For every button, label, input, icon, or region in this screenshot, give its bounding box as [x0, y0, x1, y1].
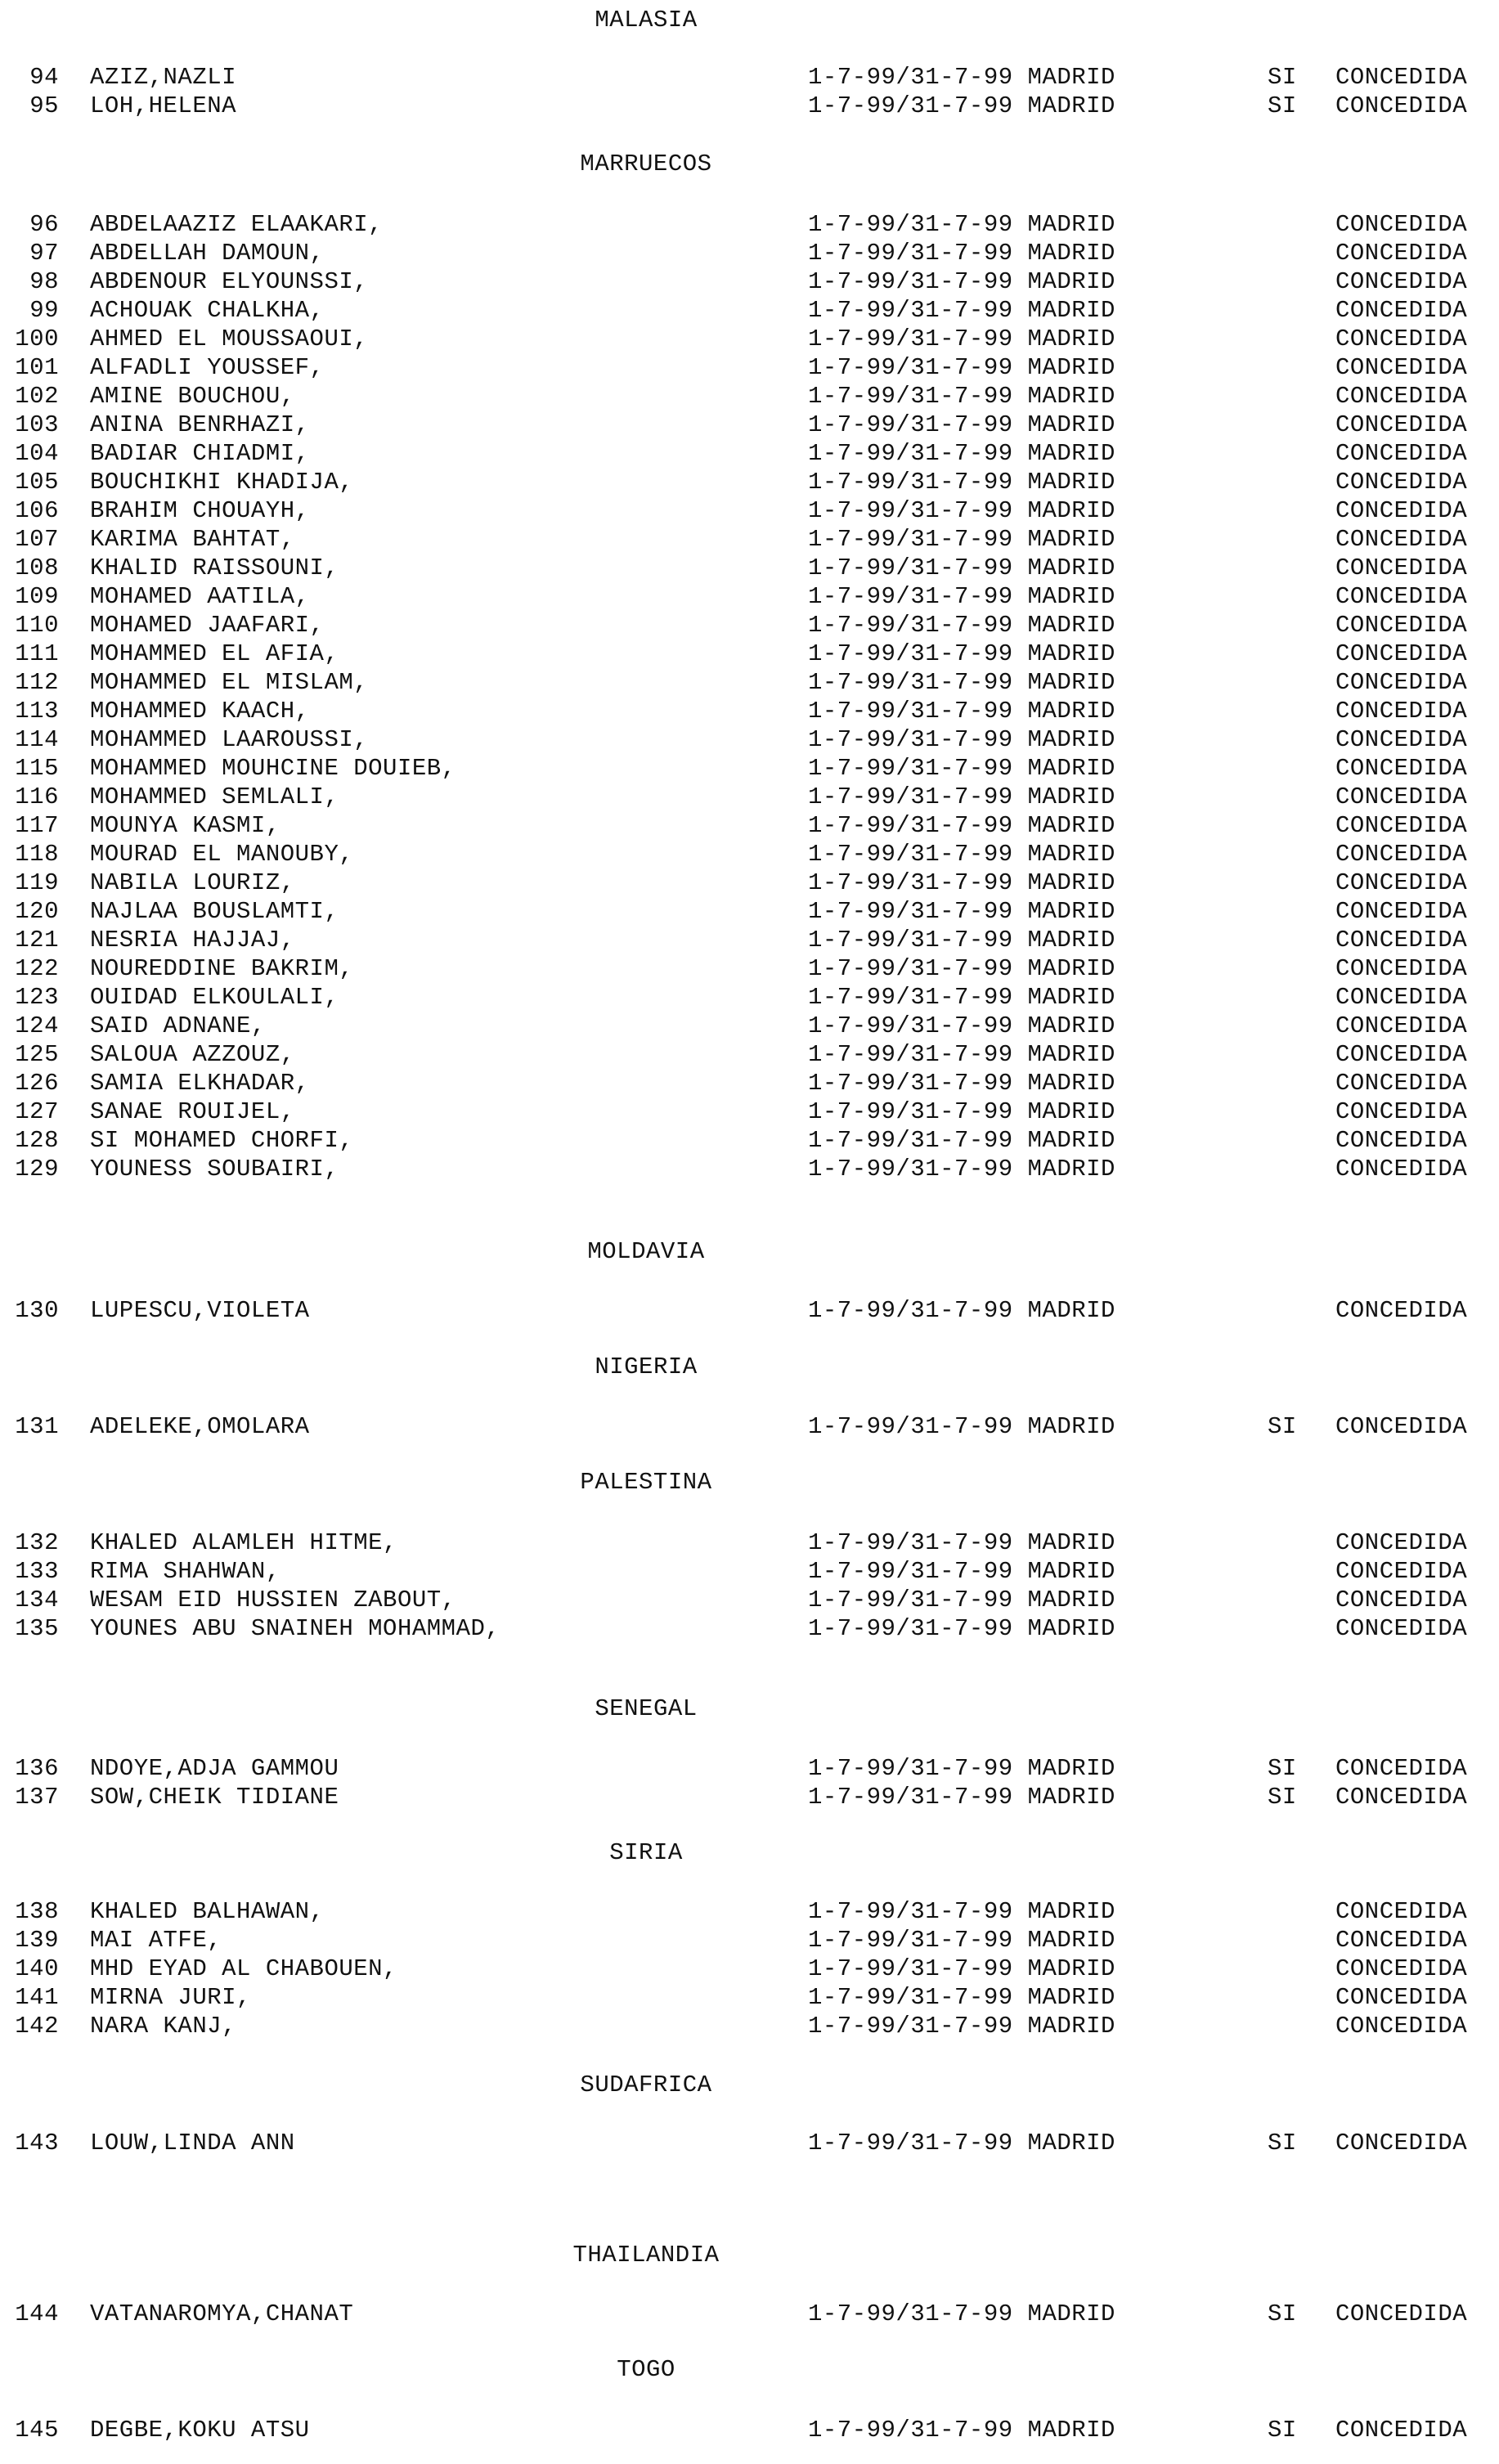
entry-number: 136	[15, 1755, 59, 1782]
entry-number: 139	[15, 1927, 59, 1954]
table-row	[0, 1615, 1499, 1645]
entry-number: 124	[15, 1012, 59, 1039]
status-value: CONCEDIDA	[1335, 755, 1468, 782]
entry-number: 143	[15, 2130, 59, 2157]
table-row	[0, 2300, 1499, 2330]
status-value: CONCEDIDA	[1335, 1955, 1468, 1982]
applicant-name: ADELEKE,OMOLARA	[90, 1413, 310, 1440]
table-row	[0, 669, 1499, 698]
period-place: 1-7-99/31-7-99 MADRID	[808, 1984, 1115, 2011]
table-row	[0, 1984, 1499, 2013]
table-row	[0, 583, 1499, 613]
period-place: 1-7-99/31-7-99 MADRID	[808, 240, 1115, 267]
period-place: 1-7-99/31-7-99 MADRID	[808, 783, 1115, 810]
applicant-name: NABILA LOURIZ,	[90, 869, 295, 896]
entry-number: 126	[15, 1070, 59, 1097]
entry-number: 141	[15, 1984, 59, 2011]
entry-number: 135	[15, 1615, 59, 1642]
table-row	[0, 841, 1499, 870]
period-place: 1-7-99/31-7-99 MADRID	[808, 1587, 1115, 1613]
period-place: 1-7-99/31-7-99 MADRID	[808, 841, 1115, 868]
applicant-name: OUIDAD ELKOULALI,	[90, 984, 339, 1011]
status-value: CONCEDIDA	[1335, 1098, 1468, 1125]
status-value: CONCEDIDA	[1335, 841, 1468, 868]
status-value: CONCEDIDA	[1335, 1413, 1468, 1440]
entry-number: 99	[29, 297, 59, 324]
status-value: CONCEDIDA	[1335, 1529, 1468, 1556]
entry-number: 94	[29, 64, 59, 91]
status-value: CONCEDIDA	[1335, 1156, 1468, 1183]
period-place: 1-7-99/31-7-99 MADRID	[808, 812, 1115, 839]
status-value: CONCEDIDA	[1335, 1927, 1468, 1954]
period-place: 1-7-99/31-7-99 MADRID	[808, 698, 1115, 725]
period-place: 1-7-99/31-7-99 MADRID	[808, 297, 1115, 324]
table-row	[0, 2417, 1499, 2446]
applicant-name: MOHAMMED LAAROUSSI,	[90, 726, 369, 753]
entry-number: 119	[15, 869, 59, 896]
status-value: CONCEDIDA	[1335, 984, 1468, 1011]
status-value: CONCEDIDA	[1335, 2417, 1468, 2444]
status-value: CONCEDIDA	[1335, 898, 1468, 925]
subsidy-flag: SI	[1268, 2300, 1297, 2327]
country-heading: MOLDAVIA	[587, 1238, 705, 1265]
applicant-name: MOHAMMED KAACH,	[90, 698, 310, 725]
applicant-name: KARIMA BAHTAT,	[90, 526, 295, 553]
applicant-name: SAID ADNANE,	[90, 1012, 266, 1039]
period-place: 1-7-99/31-7-99 MADRID	[808, 1070, 1115, 1097]
entry-number: 117	[15, 812, 59, 839]
table-row	[0, 1070, 1499, 1099]
applicant-name: ABDELLAH DAMOUN,	[90, 240, 325, 267]
table-row	[0, 1529, 1499, 1559]
applicant-name: MHD EYAD AL CHABOUEN,	[90, 1955, 397, 1982]
entry-number: 122	[15, 955, 59, 982]
applicant-name: MOHAMMED SEMLALI,	[90, 783, 339, 810]
applicant-name: ALFADLI YOUSSEF,	[90, 354, 325, 381]
status-value: CONCEDIDA	[1335, 1127, 1468, 1154]
period-place: 1-7-99/31-7-99 MADRID	[808, 612, 1115, 639]
table-row	[0, 240, 1499, 269]
period-place: 1-7-99/31-7-99 MADRID	[808, 497, 1115, 524]
entry-number: 138	[15, 1898, 59, 1925]
entry-number: 121	[15, 927, 59, 954]
table-row	[0, 640, 1499, 670]
entry-number: 96	[29, 211, 59, 238]
entry-number: 130	[15, 1297, 59, 1324]
table-row	[0, 211, 1499, 240]
applicant-name: KHALED BALHAWAN,	[90, 1898, 325, 1925]
entry-number: 123	[15, 984, 59, 1011]
period-place: 1-7-99/31-7-99 MADRID	[808, 469, 1115, 496]
table-row	[0, 497, 1499, 527]
table-row	[0, 1955, 1499, 1985]
table-row	[0, 411, 1499, 441]
entry-number: 108	[15, 554, 59, 581]
status-value: CONCEDIDA	[1335, 268, 1468, 295]
table-row	[0, 755, 1499, 784]
entry-number: 129	[15, 1156, 59, 1183]
status-value: CONCEDIDA	[1335, 64, 1468, 91]
table-row	[0, 726, 1499, 756]
table-row	[0, 1558, 1499, 1587]
table-row	[0, 268, 1499, 298]
entry-number: 114	[15, 726, 59, 753]
table-row	[0, 92, 1499, 122]
period-place: 1-7-99/31-7-99 MADRID	[808, 640, 1115, 667]
table-row	[0, 1898, 1499, 1928]
period-place: 1-7-99/31-7-99 MADRID	[808, 1127, 1115, 1154]
table-row	[0, 783, 1499, 813]
country-heading: TOGO	[617, 2356, 675, 2383]
status-value: CONCEDIDA	[1335, 927, 1468, 954]
period-place: 1-7-99/31-7-99 MADRID	[808, 1529, 1115, 1556]
period-place: 1-7-99/31-7-99 MADRID	[808, 583, 1115, 610]
status-value: CONCEDIDA	[1335, 411, 1468, 438]
status-value: CONCEDIDA	[1335, 1297, 1468, 1324]
entry-number: 104	[15, 440, 59, 467]
entry-number: 103	[15, 411, 59, 438]
period-place: 1-7-99/31-7-99 MADRID	[808, 1041, 1115, 1068]
status-value: CONCEDIDA	[1335, 1755, 1468, 1782]
table-row	[0, 1012, 1499, 1042]
applicant-name: MOHAMMED EL MISLAM,	[90, 669, 369, 696]
status-value: CONCEDIDA	[1335, 783, 1468, 810]
entry-number: 98	[29, 268, 59, 295]
status-value: CONCEDIDA	[1335, 297, 1468, 324]
period-place: 1-7-99/31-7-99 MADRID	[808, 211, 1115, 238]
period-place: 1-7-99/31-7-99 MADRID	[808, 1955, 1115, 1982]
table-row	[0, 2013, 1499, 2042]
applicant-name: SAMIA ELKHADAR,	[90, 1070, 310, 1097]
period-place: 1-7-99/31-7-99 MADRID	[808, 1297, 1115, 1324]
applicant-name: MOHAMMED EL AFIA,	[90, 640, 339, 667]
table-row	[0, 554, 1499, 584]
table-row	[0, 1755, 1499, 1784]
period-place: 1-7-99/31-7-99 MADRID	[808, 1156, 1115, 1183]
applicant-name: KHALID RAISSOUNI,	[90, 554, 339, 581]
applicant-name: ANINA BENRHAZI,	[90, 411, 310, 438]
entry-number: 118	[15, 841, 59, 868]
entry-number: 125	[15, 1041, 59, 1068]
period-place: 1-7-99/31-7-99 MADRID	[808, 726, 1115, 753]
status-value: CONCEDIDA	[1335, 640, 1468, 667]
status-value: CONCEDIDA	[1335, 669, 1468, 696]
status-value: CONCEDIDA	[1335, 1984, 1468, 2011]
country-heading: SIRIA	[609, 1839, 683, 1866]
period-place: 1-7-99/31-7-99 MADRID	[808, 440, 1115, 467]
status-value: CONCEDIDA	[1335, 469, 1468, 496]
table-row	[0, 984, 1499, 1013]
period-place: 1-7-99/31-7-99 MADRID	[808, 869, 1115, 896]
table-row	[0, 2130, 1499, 2159]
period-place: 1-7-99/31-7-99 MADRID	[808, 2417, 1115, 2444]
status-value: CONCEDIDA	[1335, 211, 1468, 238]
table-row	[0, 698, 1499, 727]
period-place: 1-7-99/31-7-99 MADRID	[808, 984, 1115, 1011]
subsidy-flag: SI	[1268, 1413, 1297, 1440]
entry-number: 145	[15, 2417, 59, 2444]
period-place: 1-7-99/31-7-99 MADRID	[808, 927, 1115, 954]
status-value: CONCEDIDA	[1335, 1558, 1468, 1585]
applicant-name: NDOYE,ADJA GAMMOU	[90, 1755, 339, 1782]
applicant-name: MOHAMED AATILA,	[90, 583, 310, 610]
entry-number: 107	[15, 526, 59, 553]
applicant-name: MOHAMED JAAFARI,	[90, 612, 325, 639]
period-place: 1-7-99/31-7-99 MADRID	[808, 554, 1115, 581]
table-row	[0, 325, 1499, 355]
status-value: CONCEDIDA	[1335, 1784, 1468, 1811]
applicant-name: AZIZ,NAZLI	[90, 64, 237, 91]
table-row	[0, 955, 1499, 985]
country-heading: MARRUECOS	[580, 150, 712, 177]
period-place: 1-7-99/31-7-99 MADRID	[808, 1012, 1115, 1039]
applicant-name: MOUNYA KASMI,	[90, 812, 281, 839]
applicant-name: RIMA SHAHWAN,	[90, 1558, 281, 1585]
table-row	[0, 1927, 1499, 1956]
entry-number: 116	[15, 783, 59, 810]
period-place: 1-7-99/31-7-99 MADRID	[808, 1413, 1115, 1440]
period-place: 1-7-99/31-7-99 MADRID	[808, 383, 1115, 410]
period-place: 1-7-99/31-7-99 MADRID	[808, 1927, 1115, 1954]
status-value: CONCEDIDA	[1335, 955, 1468, 982]
applicant-name: SI MOHAMED CHORFI,	[90, 1127, 354, 1154]
entry-number: 109	[15, 583, 59, 610]
period-place: 1-7-99/31-7-99 MADRID	[808, 1615, 1115, 1642]
applicant-name: MOHAMMED MOUHCINE DOUIEB,	[90, 755, 456, 782]
entry-number: 134	[15, 1587, 59, 1613]
table-row	[0, 898, 1499, 927]
country-heading: PALESTINA	[580, 1469, 712, 1496]
status-value: CONCEDIDA	[1335, 497, 1468, 524]
status-value: CONCEDIDA	[1335, 92, 1468, 119]
country-heading: MALASIA	[595, 7, 698, 34]
applicant-name: LUPESCU,VIOLETA	[90, 1297, 310, 1324]
period-place: 1-7-99/31-7-99 MADRID	[808, 92, 1115, 119]
applicant-name: MOURAD EL MANOUBY,	[90, 841, 354, 868]
table-row	[0, 297, 1499, 326]
entry-number: 133	[15, 1558, 59, 1585]
status-value: CONCEDIDA	[1335, 1012, 1468, 1039]
status-value: CONCEDIDA	[1335, 812, 1468, 839]
table-row	[0, 1127, 1499, 1156]
table-row	[0, 354, 1499, 384]
applicant-name: BOUCHIKHI KHADIJA,	[90, 469, 354, 496]
status-value: CONCEDIDA	[1335, 554, 1468, 581]
applicant-name: NESRIA HAJJAJ,	[90, 927, 295, 954]
status-value: CONCEDIDA	[1335, 1041, 1468, 1068]
entry-number: 113	[15, 698, 59, 725]
status-value: CONCEDIDA	[1335, 612, 1468, 639]
subsidy-flag: SI	[1268, 2130, 1297, 2157]
status-value: CONCEDIDA	[1335, 1898, 1468, 1925]
entry-number: 100	[15, 325, 59, 352]
table-row	[0, 812, 1499, 842]
applicant-name: DEGBE,KOKU ATSU	[90, 2417, 310, 2444]
entry-number: 97	[29, 240, 59, 267]
applicant-name: SOW,CHEIK TIDIANE	[90, 1784, 339, 1811]
country-heading: NIGERIA	[595, 1353, 698, 1380]
table-row	[0, 1297, 1499, 1326]
applicant-name: NARA KANJ,	[90, 2013, 237, 2040]
table-row	[0, 383, 1499, 412]
period-place: 1-7-99/31-7-99 MADRID	[808, 755, 1115, 782]
applicant-name: BRAHIM CHOUAYH,	[90, 497, 310, 524]
period-place: 1-7-99/31-7-99 MADRID	[808, 2300, 1115, 2327]
applicant-name: AMINE BOUCHOU,	[90, 383, 295, 410]
table-row	[0, 526, 1499, 555]
period-place: 1-7-99/31-7-99 MADRID	[808, 64, 1115, 91]
period-place: 1-7-99/31-7-99 MADRID	[808, 2130, 1115, 2157]
status-value: CONCEDIDA	[1335, 383, 1468, 410]
entry-number: 112	[15, 669, 59, 696]
period-place: 1-7-99/31-7-99 MADRID	[808, 1098, 1115, 1125]
status-value: CONCEDIDA	[1335, 325, 1468, 352]
entry-number: 127	[15, 1098, 59, 1125]
applicant-name: AHMED EL MOUSSAOUI,	[90, 325, 369, 352]
period-place: 1-7-99/31-7-99 MADRID	[808, 669, 1115, 696]
status-value: CONCEDIDA	[1335, 869, 1468, 896]
entry-number: 128	[15, 1127, 59, 1154]
applicant-name: WESAM EID HUSSIEN ZABOUT,	[90, 1587, 456, 1613]
applicant-name: MIRNA JURI,	[90, 1984, 251, 2011]
entry-number: 106	[15, 497, 59, 524]
table-row	[0, 927, 1499, 956]
period-place: 1-7-99/31-7-99 MADRID	[808, 526, 1115, 553]
period-place: 1-7-99/31-7-99 MADRID	[808, 1784, 1115, 1811]
status-value: CONCEDIDA	[1335, 1615, 1468, 1642]
entry-number: 132	[15, 1529, 59, 1556]
status-value: CONCEDIDA	[1335, 698, 1468, 725]
applicant-name: SANAE ROUIJEL,	[90, 1098, 295, 1125]
entry-number: 120	[15, 898, 59, 925]
applicant-name: LOH,HELENA	[90, 92, 237, 119]
applicant-name: ABDELAAZIZ ELAAKARI,	[90, 211, 384, 238]
status-value: CONCEDIDA	[1335, 583, 1468, 610]
applicant-name: ACHOUAK CHALKHA,	[90, 297, 325, 324]
table-row	[0, 1413, 1499, 1443]
entry-number: 111	[15, 640, 59, 667]
period-place: 1-7-99/31-7-99 MADRID	[808, 898, 1115, 925]
period-place: 1-7-99/31-7-99 MADRID	[808, 1755, 1115, 1782]
table-row	[0, 1587, 1499, 1616]
period-place: 1-7-99/31-7-99 MADRID	[808, 955, 1115, 982]
period-place: 1-7-99/31-7-99 MADRID	[808, 1898, 1115, 1925]
country-heading: THAILANDIA	[572, 2242, 720, 2269]
table-row	[0, 612, 1499, 641]
entry-number: 110	[15, 612, 59, 639]
applicant-name: NOUREDDINE BAKRIM,	[90, 955, 354, 982]
entry-number: 144	[15, 2300, 59, 2327]
period-place: 1-7-99/31-7-99 MADRID	[808, 325, 1115, 352]
status-value: CONCEDIDA	[1335, 354, 1468, 381]
period-place: 1-7-99/31-7-99 MADRID	[808, 354, 1115, 381]
applicant-name: YOUNES ABU SNAINEH MOHAMMAD,	[90, 1615, 500, 1642]
applicant-name: SALOUA AZZOUZ,	[90, 1041, 295, 1068]
entry-number: 95	[29, 92, 59, 119]
period-place: 1-7-99/31-7-99 MADRID	[808, 1558, 1115, 1585]
table-row	[0, 869, 1499, 899]
subsidy-flag: SI	[1268, 92, 1297, 119]
subsidy-flag: SI	[1268, 2417, 1297, 2444]
status-value: CONCEDIDA	[1335, 2300, 1468, 2327]
country-heading: SUDAFRICA	[580, 2071, 712, 2098]
status-value: CONCEDIDA	[1335, 1070, 1468, 1097]
country-heading: SENEGAL	[595, 1695, 698, 1722]
applicant-name: LOUW,LINDA ANN	[90, 2130, 295, 2157]
status-value: CONCEDIDA	[1335, 526, 1468, 553]
applicant-name: MAI ATFE,	[90, 1927, 222, 1954]
table-row	[0, 440, 1499, 469]
entry-number: 131	[15, 1413, 59, 1440]
subsidy-flag: SI	[1268, 1755, 1297, 1782]
status-value: CONCEDIDA	[1335, 1587, 1468, 1613]
status-value: CONCEDIDA	[1335, 726, 1468, 753]
status-value: CONCEDIDA	[1335, 240, 1468, 267]
status-value: CONCEDIDA	[1335, 2130, 1468, 2157]
status-value: CONCEDIDA	[1335, 2013, 1468, 2040]
applicant-name: BADIAR CHIADMI,	[90, 440, 310, 467]
subsidy-flag: SI	[1268, 64, 1297, 91]
entry-number: 115	[15, 755, 59, 782]
status-value: CONCEDIDA	[1335, 440, 1468, 467]
entry-number: 102	[15, 383, 59, 410]
applicant-name: ABDENOUR ELYOUNSSI,	[90, 268, 369, 295]
entry-number: 105	[15, 469, 59, 496]
table-row	[0, 1098, 1499, 1128]
applicant-name: VATANAROMYA,CHANAT	[90, 2300, 354, 2327]
applicant-name: KHALED ALAMLEH HITME,	[90, 1529, 397, 1556]
entry-number: 101	[15, 354, 59, 381]
applicant-name: YOUNESS SOUBAIRI,	[90, 1156, 339, 1183]
table-row	[0, 1784, 1499, 1813]
period-place: 1-7-99/31-7-99 MADRID	[808, 2013, 1115, 2040]
table-row	[0, 64, 1499, 93]
table-row	[0, 1156, 1499, 1185]
entry-number: 137	[15, 1784, 59, 1811]
applicant-name: NAJLAA BOUSLAMTI,	[90, 898, 339, 925]
period-place: 1-7-99/31-7-99 MADRID	[808, 268, 1115, 295]
period-place: 1-7-99/31-7-99 MADRID	[808, 411, 1115, 438]
entry-number: 140	[15, 1955, 59, 1982]
subsidy-flag: SI	[1268, 1784, 1297, 1811]
table-row	[0, 469, 1499, 498]
entry-number: 142	[15, 2013, 59, 2040]
table-row	[0, 1041, 1499, 1070]
